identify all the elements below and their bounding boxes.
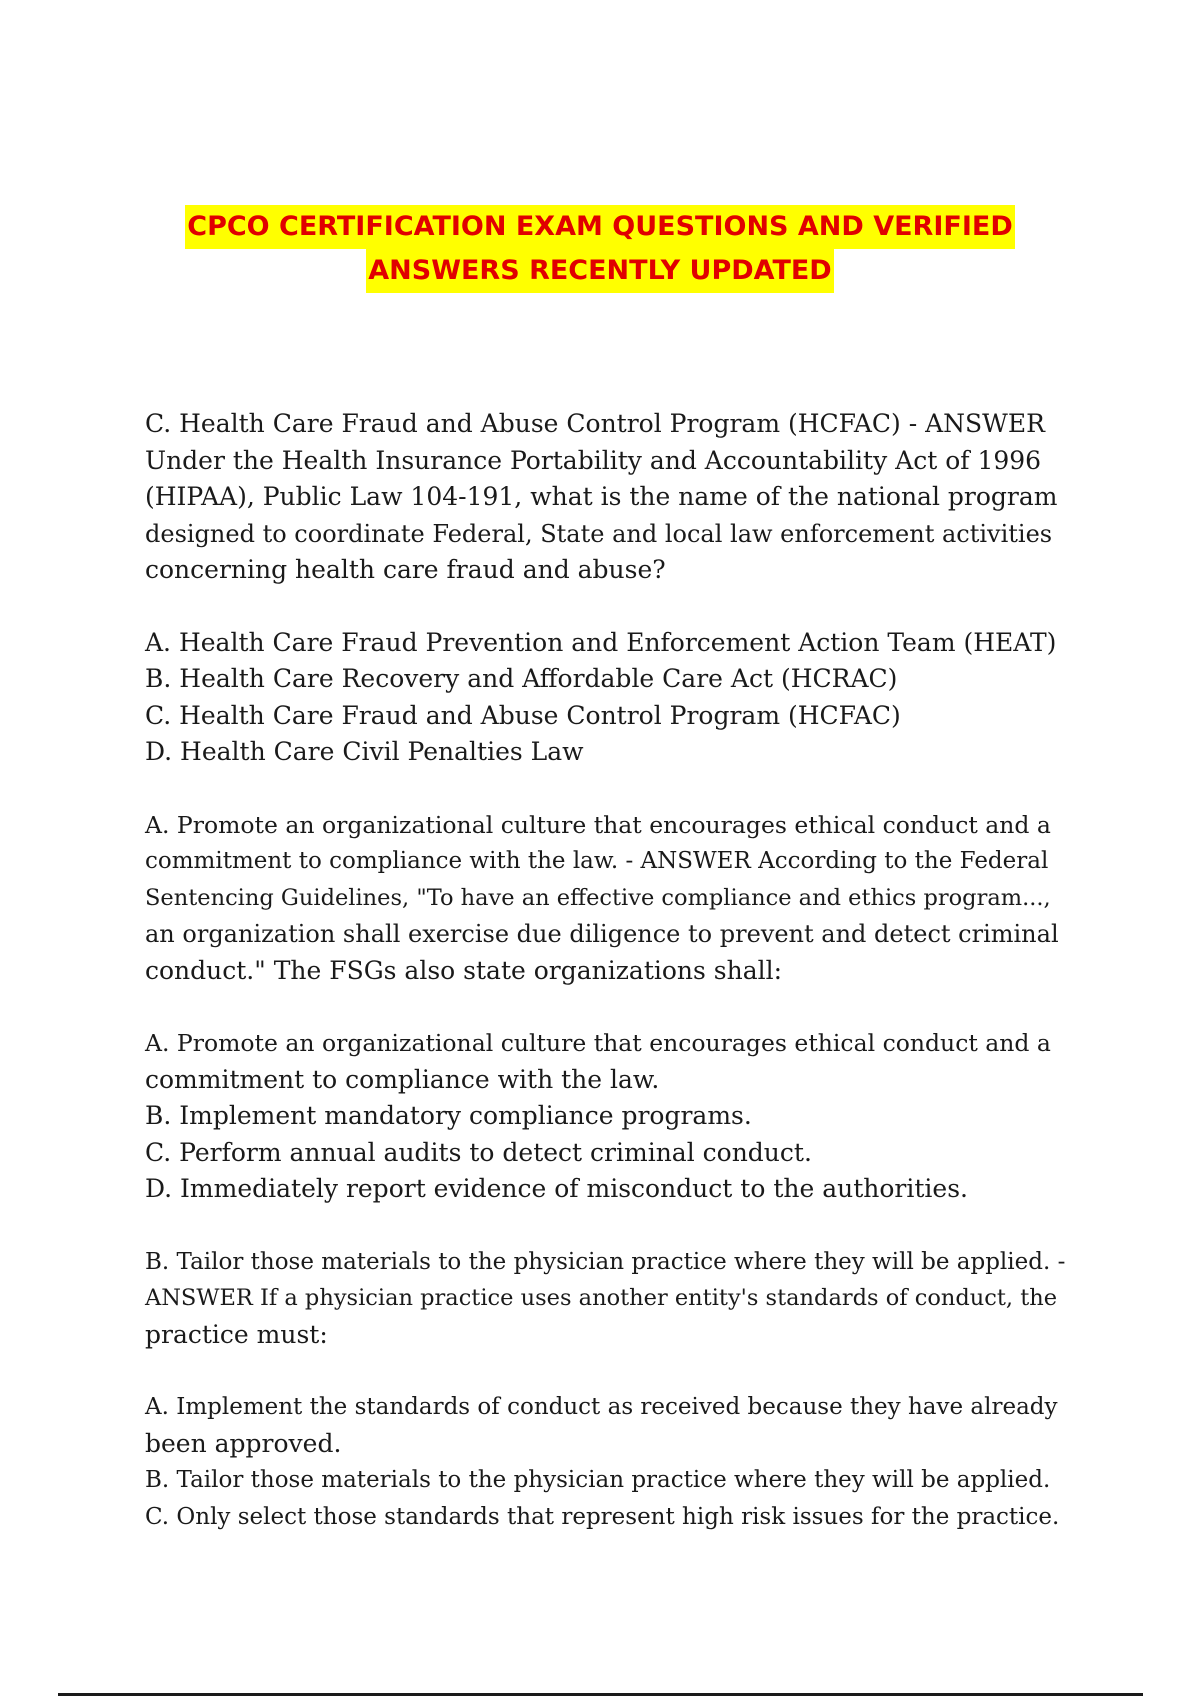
question-1-options xyxy=(145,625,1065,771)
option-a-continued: commitment to compliance with the law. xyxy=(145,1064,660,1094)
text-line: B. Tailor those materials to the physician practice where they will be applied. - xyxy=(145,1248,1066,1275)
text-line: A. Promote an organizational culture that encourages ethical conduct and a xyxy=(145,810,1051,839)
question-3-options xyxy=(145,1389,1065,1535)
text-line: an organization shall exercise due diligence to prevent and detect criminal xyxy=(145,920,1059,948)
title-line-1: CPCO CERTIFICATION EXAM QUESTIONS AND VERIFIED xyxy=(185,205,1014,249)
option-c: C. Perform annual audits to detect criminal conduct. xyxy=(145,1137,812,1167)
option-c: C. Health Care Fraud and Abuse Control Program (HCFAC) xyxy=(145,700,901,730)
title-line-2: ANSWERS RECENTLY UPDATED xyxy=(366,249,833,293)
text-line: ANSWER If a physician practice uses another entity's standards of conduct, the xyxy=(145,1285,1058,1311)
option-d: D. Immediately report evidence of misconduct to the authorities. xyxy=(145,1174,968,1203)
question-2-options xyxy=(145,1025,1065,1208)
option-b: B. Tailor those materials to the physician practice where they will be applied. xyxy=(145,1467,1051,1493)
question-1-answer-block xyxy=(145,406,1065,589)
text-line: commitment to compliance with the law. - ANSWER According to the Federal xyxy=(145,848,1049,874)
option-b: B. Health Care Recovery and Affordable Care Act (HCRAC) xyxy=(145,664,898,693)
text-line: practice must: xyxy=(145,1319,328,1349)
option-a: A. Health Care Fraud Prevention and Enforcement Action Team (HEAT) xyxy=(145,627,1057,657)
option-a-continued: been approved. xyxy=(145,1428,342,1458)
question-3-answer-block xyxy=(145,1244,1065,1354)
option-d: D. Health Care Civil Penalties Law xyxy=(145,737,584,766)
text-line: concerning health care fraud and abuse? xyxy=(145,555,666,584)
option-c: C. Only select those standards that represent high risk issues for the practice. xyxy=(145,1503,1060,1530)
text-line: Sentencing Guidelines, "To have an effective compliance and ethics program..., xyxy=(145,884,1051,911)
option-a: A. Implement the standards of conduct as received because they have already xyxy=(145,1394,1058,1420)
option-b: B. Implement mandatory compliance programs. xyxy=(145,1101,752,1130)
option-a: A. Promote an organizational culture that encourages ethical conduct and a xyxy=(145,1029,1051,1057)
page-bottom-rule xyxy=(58,1693,1143,1696)
text-line: Under the Health Insurance Portability and Accountability Act of 1996 xyxy=(145,445,1042,475)
text-line: (HIPAA), Public Law 104-191, what is the name of the national program xyxy=(145,482,1058,511)
question-2-answer-block xyxy=(145,807,1065,990)
text-line: conduct." The FSGs also state organizations shall: xyxy=(145,955,783,985)
document-body xyxy=(145,406,1065,1571)
document-title xyxy=(0,205,1200,293)
text-line: C. Health Care Fraud and Abuse Control Program (HCFAC) - ANSWER xyxy=(145,409,1045,438)
text-line: designed to coordinate Federal, State and local law enforcement activities xyxy=(145,519,1053,548)
